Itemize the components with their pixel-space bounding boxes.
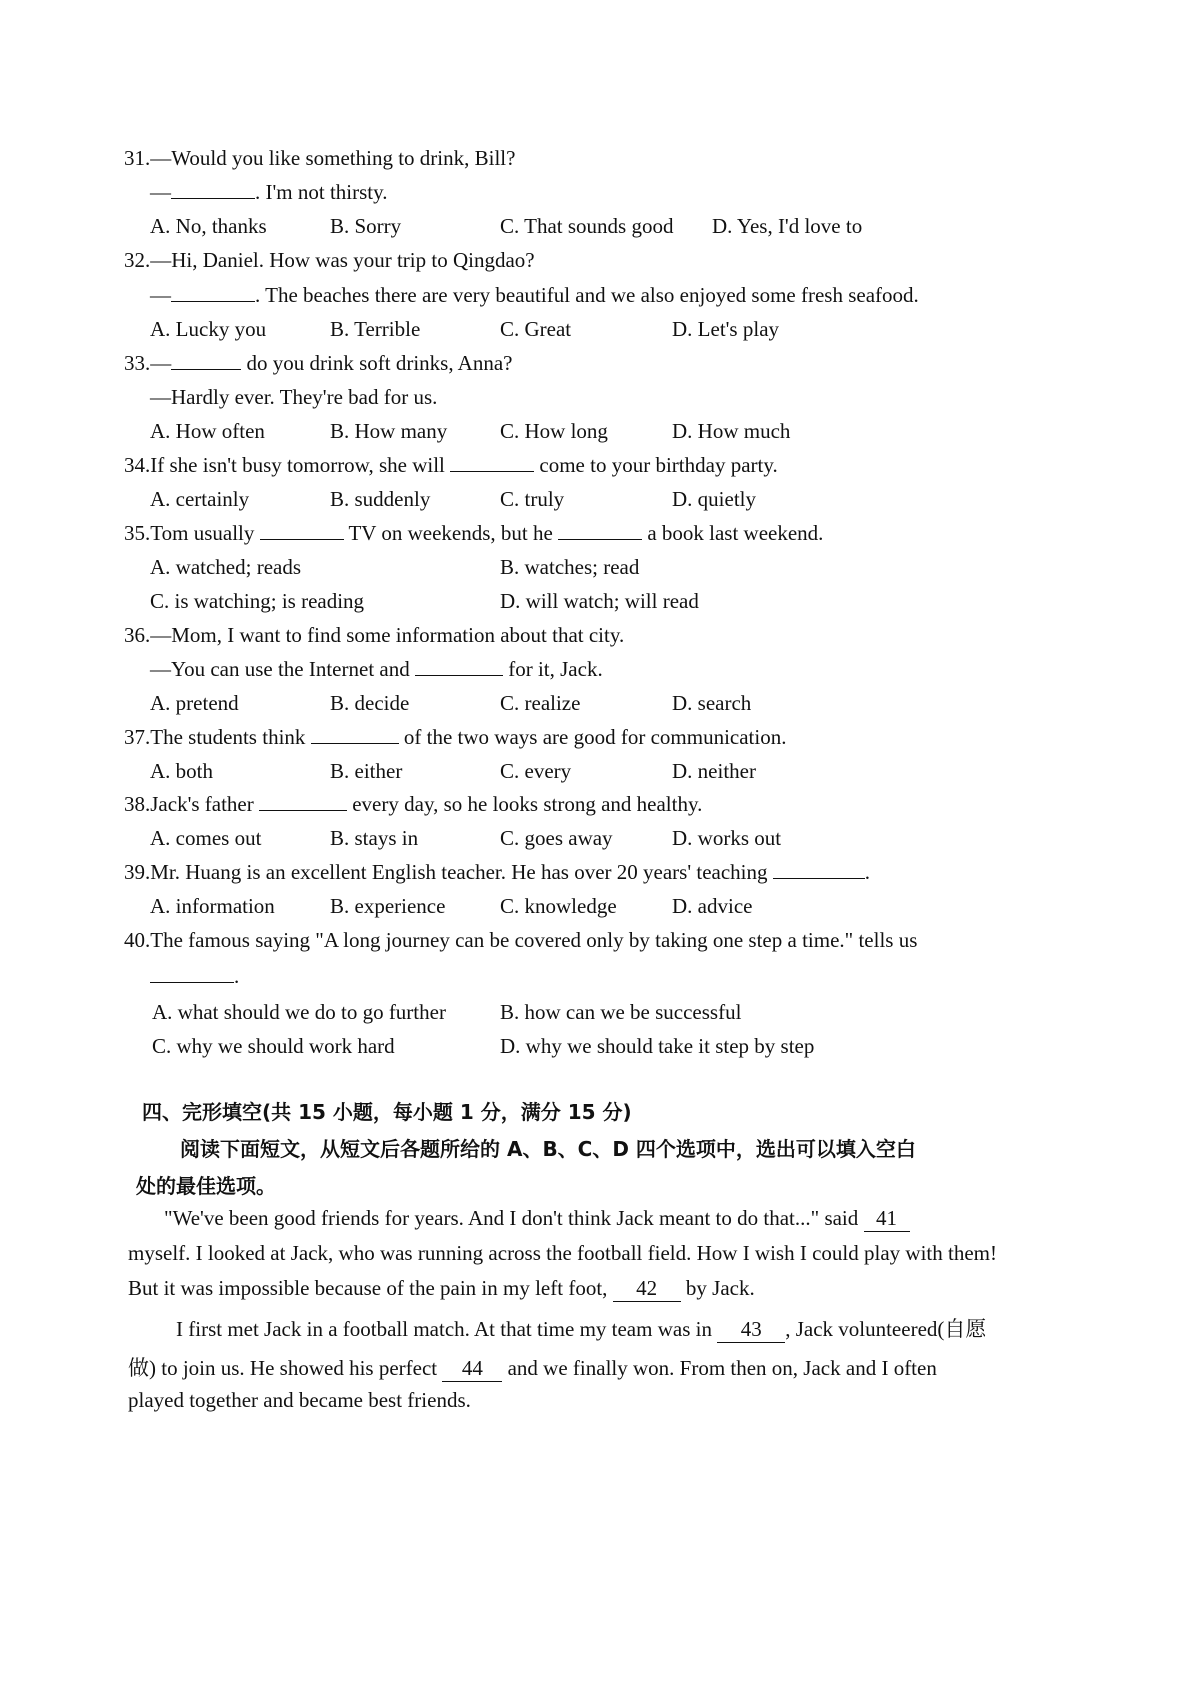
answer-blank	[150, 964, 234, 983]
option-d: D. Yes, I'd love to	[712, 214, 863, 238]
blank-43: 43	[717, 1317, 785, 1343]
passage-line	[164, 1206, 910, 1232]
option-b: B. watches; read	[500, 555, 640, 579]
question-stem: .	[864, 860, 870, 884]
option-d: D. advice	[672, 894, 753, 918]
question-stem: —Would you like something to drink, Bill?	[150, 146, 516, 170]
option-b: B. Sorry	[330, 214, 402, 238]
question-number: 40.	[124, 928, 151, 952]
question-33-reply: —Hardly ever. They're bad for us.	[150, 385, 438, 409]
question-stem: a book last weekend.	[642, 521, 824, 545]
question-stem: of the two ways are good for communication.	[398, 725, 787, 749]
option-d: D. works out	[672, 826, 782, 850]
question-number: 36.	[124, 623, 151, 647]
question-number: 34.	[124, 453, 151, 477]
question-stem: every day, so he looks strong and healthy.	[346, 792, 703, 816]
option-c: C. goes away	[500, 826, 613, 850]
option-a: A. both	[150, 759, 213, 783]
question-stem: —Mom, I want to find some information about that city.	[150, 623, 625, 647]
question-number: 32.	[124, 248, 151, 272]
blank-44: 44	[442, 1356, 502, 1382]
question-32-reply	[150, 283, 919, 308]
question-stem: Tom usually	[150, 521, 260, 545]
option-d: D. How much	[672, 419, 791, 443]
passage-text: by Jack.	[680, 1276, 755, 1300]
question-stem: The students think	[150, 725, 311, 749]
passage-line: myself. I looked at Jack, who was running across the football field. How I wish I could play with them!	[128, 1241, 997, 1265]
question-stem: come to your birthday party.	[534, 453, 778, 477]
question-32	[124, 248, 535, 273]
answer-blank	[171, 180, 255, 199]
option-b: B. decide	[330, 691, 410, 715]
option-b: B. experience	[330, 894, 446, 918]
section-title: 四、完形填空(共 15 小题，每小题 1 分，满分 15 分)	[142, 1100, 632, 1124]
question-stem: —Hi, Daniel. How was your trip to Qingdao?	[150, 248, 535, 272]
question-stem: TV on weekends, but he	[343, 521, 559, 545]
question-31	[124, 146, 515, 171]
answer-blank	[260, 521, 344, 540]
answer-blank	[311, 725, 399, 744]
passage-line	[176, 1313, 986, 1343]
option-a: A. No, thanks	[150, 214, 267, 238]
period: .	[234, 964, 240, 988]
answer-blank	[415, 657, 503, 676]
option-c: C. truly	[500, 487, 565, 511]
passage-text: , Jack volunteered(自愿	[785, 1317, 987, 1341]
option-b: B. either	[330, 759, 403, 783]
option-d: D. why we should take it step by step	[500, 1034, 815, 1058]
option-c: C. Great	[500, 317, 572, 341]
answer-blank	[259, 792, 347, 811]
option-a: A. Lucky you	[150, 317, 267, 341]
blank-41: 41	[864, 1206, 910, 1232]
reply-text: . The beaches there are very beautiful and we also enjoyed some fresh seafood.	[255, 283, 919, 307]
question-38	[124, 792, 702, 817]
option-a: A. watched; reads	[150, 555, 302, 579]
answer-blank	[773, 860, 865, 879]
option-b: B. how can we be successful	[500, 1000, 742, 1024]
question-number: 33.	[124, 351, 151, 375]
passage-text: and we finally won. From then on, Jack and I often	[502, 1356, 937, 1380]
dash: —	[150, 283, 171, 307]
question-36-reply	[150, 657, 603, 682]
question-40	[124, 928, 917, 953]
passage-text: 做) to join us. He showed his perfect	[128, 1356, 443, 1380]
question-stem: If she isn't busy tomorrow, she will	[150, 453, 451, 477]
blank-42: 42	[613, 1276, 681, 1302]
dash: —	[150, 180, 171, 204]
option-b: B. suddenly	[330, 487, 431, 511]
answer-blank	[450, 453, 534, 472]
question-stem: The famous saying "A long journey can be covered only by taking one step a time." tells us	[150, 928, 918, 952]
option-d: D. search	[672, 691, 752, 715]
reply-text: . I'm not thirsty.	[255, 180, 388, 204]
question-40-blank-line	[150, 964, 239, 989]
option-c: C. That sounds good	[500, 214, 674, 238]
question-number: 38.	[124, 792, 151, 816]
answer-blank	[171, 351, 241, 370]
option-d: D. neither	[672, 759, 756, 783]
reply-text: for it, Jack.	[502, 657, 603, 681]
option-c: C. How long	[500, 419, 608, 443]
passage-line: played together and became best friends.	[128, 1388, 471, 1412]
option-c: C. is watching; is reading	[150, 589, 365, 613]
option-c: C. why we should work hard	[152, 1034, 395, 1058]
question-stem: Jack's father	[150, 792, 259, 816]
passage-text: I first met Jack in a football match. At that time my team was in	[176, 1317, 718, 1341]
option-a: A. certainly	[150, 487, 250, 511]
question-number: 35.	[124, 521, 151, 545]
passage-line	[128, 1276, 755, 1302]
question-number: 31.	[124, 146, 151, 170]
question-36	[124, 623, 624, 648]
question-31-reply	[150, 180, 388, 205]
question-37	[124, 725, 786, 750]
option-b: B. stays in	[330, 826, 419, 850]
answer-blank	[558, 521, 642, 540]
section-instruction: 阅读下面短文，从短文后各题所给的 A、B、C、D 四个选项中，选出可以填入空白	[180, 1137, 916, 1161]
question-number: 37.	[124, 725, 151, 749]
option-b: B. Terrible	[330, 317, 421, 341]
answer-blank	[171, 283, 255, 302]
section-instruction-cont: 处的最佳选项。	[136, 1174, 276, 1198]
question-stem: do you drink soft drinks, Anna?	[241, 351, 513, 375]
question-35	[124, 521, 823, 546]
option-a: A. what should we do to go further	[152, 1000, 446, 1024]
passage-text: But it was impossible because of the pain in my left foot,	[128, 1276, 613, 1300]
passage-text: "We've been good friends for years. And I don't think Jack meant to do that..." said	[164, 1206, 864, 1230]
question-34	[124, 453, 778, 478]
option-a: A. pretend	[150, 691, 239, 715]
option-a: A. comes out	[150, 826, 262, 850]
option-c: C. realize	[500, 691, 581, 715]
option-d: D. quietly	[672, 487, 756, 511]
option-b: B. How many	[330, 419, 448, 443]
question-33	[124, 351, 512, 376]
option-d: D. Let's play	[672, 317, 780, 341]
option-d: D. will watch; will read	[500, 589, 699, 613]
option-c: C. every	[500, 759, 572, 783]
question-number: 39.	[124, 860, 151, 884]
reply-text: —You can use the Internet and	[150, 657, 415, 681]
question-stem: Mr. Huang is an excellent English teacher. He has over 20 years' teaching	[150, 860, 773, 884]
question-39	[124, 860, 870, 885]
option-a: A. How often	[150, 419, 265, 443]
option-a: A. information	[150, 894, 275, 918]
passage-line	[128, 1352, 937, 1382]
option-c: C. knowledge	[500, 894, 617, 918]
dash: —	[150, 351, 172, 375]
